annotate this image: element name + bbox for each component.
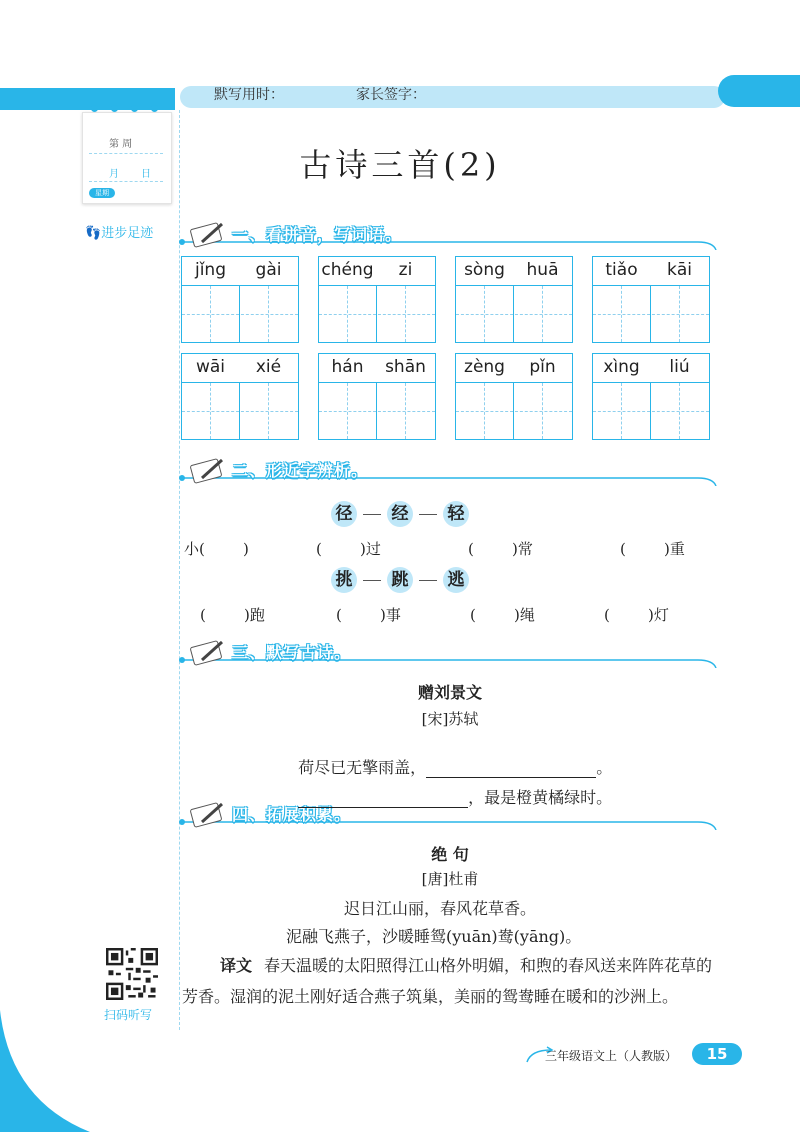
pinyin-box[interactable] [181, 256, 299, 343]
parent-signature-label: 家长签字： [356, 87, 426, 103]
ring-icon [131, 105, 138, 112]
ring-icon [111, 105, 118, 112]
blank-item[interactable]: ( )常 [468, 540, 533, 558]
pinyin-text: hán [331, 357, 364, 377]
guide-line [456, 314, 572, 315]
blank-item[interactable]: ( )过 [316, 540, 381, 558]
pinyin-text: kāi [667, 260, 692, 280]
pinyin-text: gài [255, 260, 282, 280]
day-label: 日 [141, 169, 151, 180]
pinyin-text: pǐn [529, 357, 556, 377]
pencil-icon [190, 223, 222, 248]
pinyin-text: zèng [464, 357, 505, 377]
answer-blank[interactable] [298, 791, 468, 808]
poem-line-2: 泥融飞燕子，沙暖睡鸳(yuān)鸯(yāng)。 [286, 927, 582, 946]
pinyin-box[interactable] [318, 353, 436, 440]
poem-title: 赠刘景文 [417, 683, 482, 702]
pinyin-text: chéng [321, 260, 374, 280]
pinyin-row [456, 257, 572, 286]
poem-line-2: ，最是橙黄橘绿时。 [288, 766, 612, 808]
char-circle: 挑 [331, 567, 357, 593]
guide-line [456, 411, 572, 412]
blank-item[interactable]: ( )灯 [604, 606, 669, 624]
dash [363, 514, 381, 515]
month-label: 月 [109, 169, 119, 180]
section-title: 三、默写古诗。 [232, 643, 352, 662]
top-bar-left [0, 88, 175, 110]
pinyin-row [456, 354, 572, 383]
book-title: 三年级语文上（人教版） [545, 1049, 678, 1063]
footsteps-label: 👣进步足迹 [85, 226, 154, 241]
pencil-icon [190, 803, 222, 828]
char-circle: 径 [331, 501, 357, 527]
pinyin-text: wāi [195, 357, 226, 377]
char-circle: 逃 [443, 567, 469, 593]
pinyin-text: liú [669, 357, 690, 377]
char-group-1 [0, 501, 800, 527]
pencil-icon [190, 641, 222, 666]
corner-decoration [0, 1010, 90, 1132]
footprint-icon: 👣 [85, 226, 102, 241]
dash [419, 580, 437, 581]
poem-line-1: 荷尽已无擎雨盖， 。 [298, 758, 613, 777]
poem-author: [唐]杜甫 [421, 870, 479, 888]
section-title: 一、看拼音，写词语。 [232, 225, 403, 244]
pinyin-row [319, 257, 435, 286]
blank-item[interactable]: 小( ) [184, 540, 249, 558]
pinyin-row [182, 257, 298, 286]
pinyin-text: tiǎo [605, 260, 638, 280]
pinyin-text: zi [398, 260, 413, 280]
char-circle: 轻 [443, 501, 469, 527]
pencil-icon [190, 459, 222, 484]
pinyin-box[interactable] [592, 256, 710, 343]
pinyin-box[interactable] [455, 256, 573, 343]
poem-title: 绝 句 [431, 845, 469, 864]
pinyin-box[interactable] [592, 353, 710, 440]
section-title: 二、形近字辨析。 [232, 461, 369, 480]
guide-line [593, 314, 709, 315]
pinyin-text: xìng [603, 357, 640, 377]
pinyin-row [319, 354, 435, 383]
weekday-label: 星期 [89, 188, 115, 198]
page-number: 15 [692, 1043, 742, 1065]
translation [182, 950, 722, 1012]
pinyin-text: shān [385, 357, 426, 377]
section-header-2 [178, 456, 718, 486]
qr-label: 扫码听写 [104, 1008, 153, 1022]
qr-code-icon[interactable] [106, 948, 158, 1000]
guide-line [319, 411, 435, 412]
guide-line [593, 411, 709, 412]
dash [419, 514, 437, 515]
pinyin-box[interactable] [181, 353, 299, 440]
pinyin-text: jǐng [194, 260, 226, 280]
blank-item[interactable]: ( )重 [620, 540, 685, 558]
guide-line [182, 411, 298, 412]
pinyin-row [593, 257, 709, 286]
pinyin-text: sòng [464, 260, 505, 280]
top-bar-right [718, 75, 800, 107]
guide-line [319, 314, 435, 315]
section-header-1 [178, 220, 718, 250]
page-title: 古诗三首(2) [299, 146, 501, 184]
guide-line [182, 314, 298, 315]
pinyin-text: huā [526, 260, 559, 280]
dictation-time-label: 默写用时： [214, 87, 284, 103]
poem-line-1: 迟日江山丽，春风花草香。 [344, 899, 537, 918]
pinyin-text: xié [255, 357, 282, 377]
translation-text: 春天温暖的太阳照得江山格外明媚，和煦的春风送来阵阵花草的芳香。湿润的泥土刚好适合燕子筑巢，美丽的鸳鸯睡在暖和的沙洲上。 [182, 956, 713, 1006]
blank-item[interactable]: ( )绳 [470, 606, 535, 624]
blank-item[interactable]: ( )事 [336, 606, 401, 624]
week-label: 第 周 [109, 139, 133, 150]
dash [363, 580, 381, 581]
pinyin-row [182, 354, 298, 383]
pinyin-box[interactable] [318, 256, 436, 343]
section-header-3 [178, 638, 718, 668]
char-circle: 跳 [387, 567, 413, 593]
ring-icon [91, 105, 98, 112]
pinyin-row [593, 354, 709, 383]
ring-icon [151, 105, 158, 112]
char-circle: 经 [387, 501, 413, 527]
poem-author: [宋]苏轼 [421, 710, 479, 728]
char-group-2 [0, 567, 800, 593]
section-title: 四、拓展积累。 [232, 805, 352, 824]
translation-label: 译文 [220, 956, 253, 975]
blank-item[interactable]: ( )跑 [200, 606, 265, 624]
pinyin-box[interactable] [455, 353, 573, 440]
